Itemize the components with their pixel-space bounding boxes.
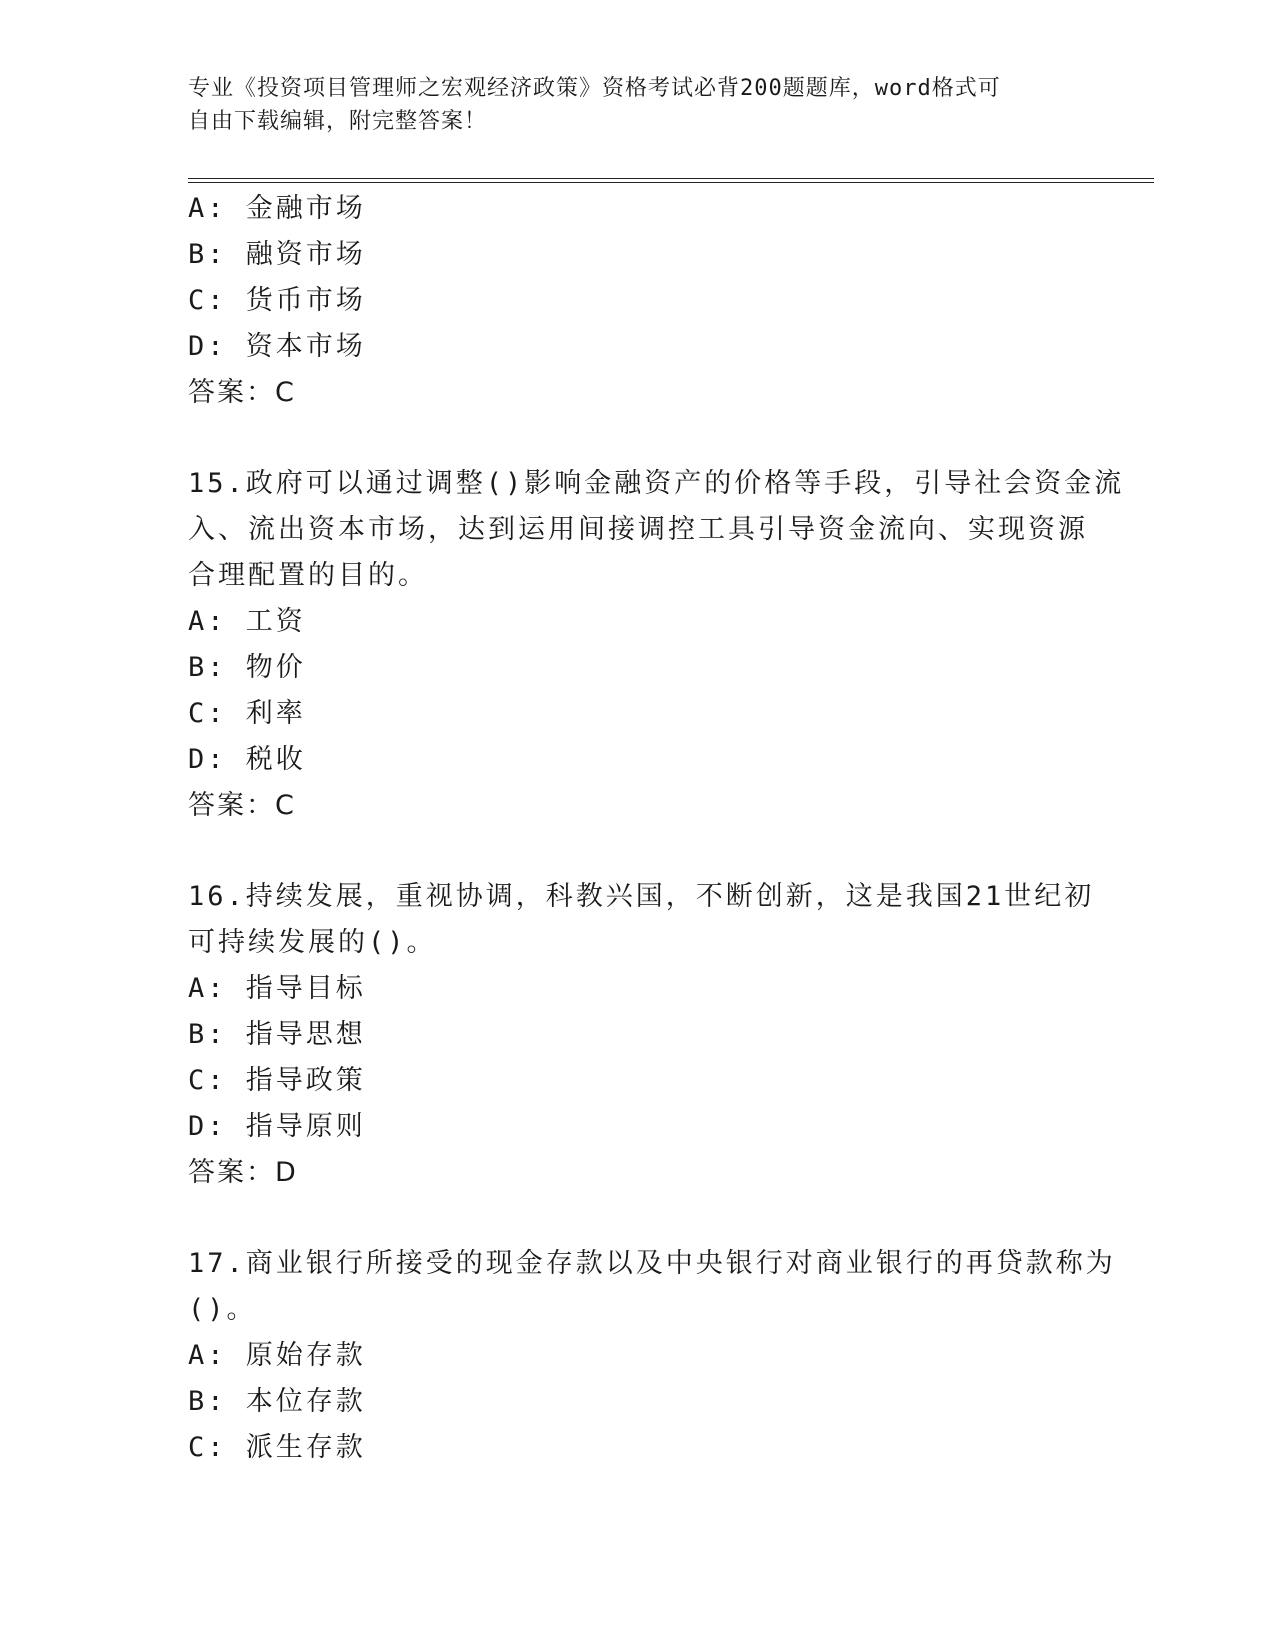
question-text-line: 入、流出资本市场，达到运用间接调控工具引导资金流向、实现资源 xyxy=(188,514,1088,545)
option-c: C: 派生存款 xyxy=(188,1432,366,1463)
document-header xyxy=(188,72,1088,138)
option-b: B: 物价 xyxy=(188,652,306,683)
option-b: B: 融资市场 xyxy=(188,239,366,270)
option-c: C: 指导政策 xyxy=(188,1065,366,1096)
question-15 xyxy=(188,461,1125,829)
answer: 答案：C xyxy=(188,790,296,821)
answer: 答案：D xyxy=(188,1157,298,1188)
question-text-line: 15.政府可以通过调整()影响金融资产的价格等手段，引导社会资金流 xyxy=(188,468,1125,499)
option-d: D: 资本市场 xyxy=(188,331,366,362)
header-line-2: 自由下载编辑，附完整答案！ xyxy=(188,109,488,134)
option-c: C: 利率 xyxy=(188,698,306,729)
question-text-line: 合理配置的目的。 xyxy=(188,560,428,591)
question-list xyxy=(188,186,1125,1471)
question-14 xyxy=(188,186,1088,416)
option-b: B: 指导思想 xyxy=(188,1019,366,1050)
question-text-line: 16.持续发展，重视协调，科教兴国，不断创新，这是我国21世纪初 xyxy=(188,881,1095,912)
header-line-1: 专业《投资项目管理师之宏观经济政策》资格考试必背200题题库，word格式可 xyxy=(188,76,1001,101)
option-b: B: 本位存款 xyxy=(188,1386,366,1417)
option-c: C: 货币市场 xyxy=(188,285,366,316)
option-a: A: 金融市场 xyxy=(188,193,366,224)
option-d: D: 指导原则 xyxy=(188,1111,366,1142)
answer: 答案：C xyxy=(188,377,296,408)
question-16 xyxy=(188,874,1095,1196)
option-a: A: 原始存款 xyxy=(188,1340,366,1371)
question-text-line: 可持续发展的()。 xyxy=(188,927,437,958)
question-text-line: ()。 xyxy=(188,1294,257,1325)
option-a: A: 工资 xyxy=(188,606,306,637)
option-a: A: 指导目标 xyxy=(188,973,366,1004)
question-text-line: 17.商业银行所接受的现金存款以及中央银行对商业银行的再贷款称为 xyxy=(188,1248,1116,1279)
option-d: D: 税收 xyxy=(188,744,306,775)
question-17 xyxy=(188,1241,1116,1471)
header-double-rule xyxy=(188,178,1154,183)
